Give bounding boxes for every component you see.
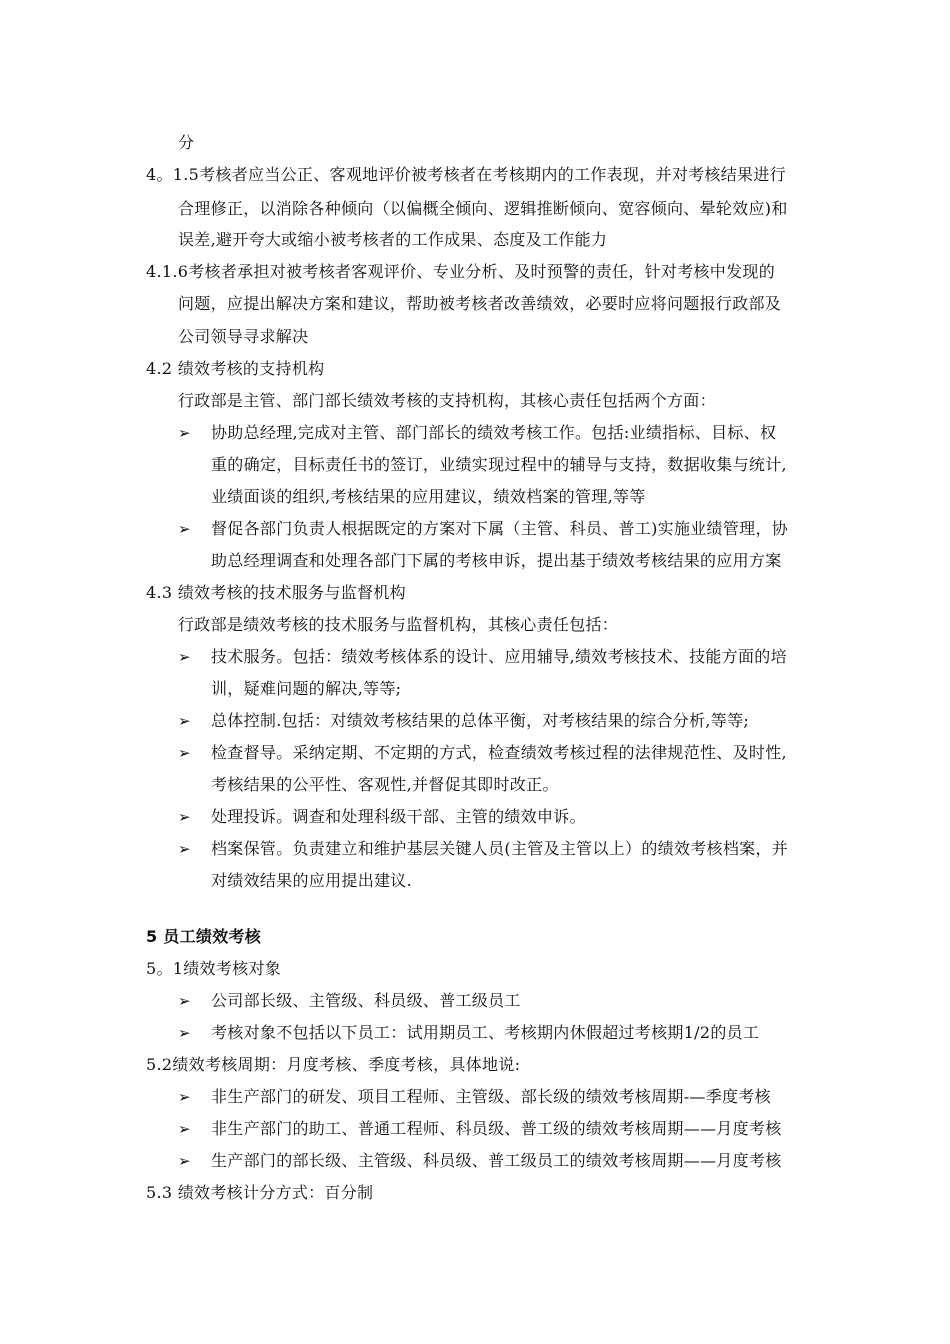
bullet-line: 公司部长级、主管级、科员级、普工级员工 xyxy=(211,991,521,1010)
bullet-line: 考核对象不包括以下员工：试用期员工、考核期内休假超过考核期1/2的员工 xyxy=(211,1023,760,1042)
bullet-line: 训，疑难问题的解决,等等; xyxy=(211,679,402,698)
chapter-heading: 5 员工绩效考核 xyxy=(146,927,262,946)
paragraph-line: 行政部是绩效考核的技术服务与监督机构，其核心责任包括： xyxy=(178,615,619,634)
paragraph-line: 问题，应提出解决方案和建议，帮助被考核者改善绩效，必要时应将问题报行政部及 xyxy=(178,294,782,313)
bullet-arrow-icon: ➢ xyxy=(178,1088,191,1106)
bullet-line: 总体控制.包括：对绩效考核结果的总体平衡，对考核结果的综合分析,等等; xyxy=(211,711,750,730)
bullet-line: 业绩面谈的组织,考核结果的应用建议，绩效档案的管理,等等 xyxy=(211,487,646,506)
paragraph-line: 合理修正，以消除各种倾向（以偏概全倾向、逻辑推断倾向、宽容倾向、晕轮效应)和 xyxy=(178,199,788,218)
bullet-arrow-icon: ➢ xyxy=(178,712,191,730)
bullet-arrow-icon: ➢ xyxy=(178,1120,191,1138)
paragraph-line: 误差,避开夸大或缩小被考核者的工作成果、态度及工作能力 xyxy=(178,230,608,249)
bullet-arrow-icon: ➢ xyxy=(178,424,191,442)
section-heading: 5。1绩效考核对象 xyxy=(146,959,282,978)
continuation-line: 分 xyxy=(178,133,195,152)
bullet-line: 协助总经理,完成对主管、部门部长的绩效考核工作。包括:业绩指标、目标、权 xyxy=(211,423,777,442)
bullet-arrow-icon: ➢ xyxy=(178,992,191,1010)
bullet-line: 技术服务。包括：绩效考核体系的设计、应用辅导,绩效考核技术、技能方面的培 xyxy=(211,647,787,666)
bullet-arrow-icon: ➢ xyxy=(178,808,191,826)
bullet-arrow-icon: ➢ xyxy=(178,840,191,858)
bullet-line: 助总经理调查和处理各部门下属的考核申诉，提出基于绩效考核结果的应用方案 xyxy=(211,551,782,570)
bullet-line: 检查督导。采纳定期、不定期的方式，检查绩效考核过程的法律规范性、及时性, xyxy=(211,743,787,762)
bullet-line: 非生产部门的助工、普通工程师、科员级、普工级的绩效考核周期——月度考核 xyxy=(211,1119,782,1138)
paragraph-line: 行政部是主管、部门部长绩效考核的支持机构，其核心责任包括两个方面： xyxy=(178,391,716,410)
section-heading: 4.2 绩效考核的支持机构 xyxy=(146,359,325,378)
bullet-line: 督促各部门负责人根据既定的方案对下属（主管、科员、普工)实施业绩管理，协 xyxy=(211,519,789,538)
bullet-arrow-icon: ➢ xyxy=(178,1024,191,1042)
paragraph-line: 4.1.6考核者承担对被考核者客观评价、专业分析、及时预警的责任，针对考核中发现的 xyxy=(146,262,776,281)
bullet-arrow-icon: ➢ xyxy=(178,744,191,762)
paragraph-line: 4。1.5考核者应当公正、客观地评价被考核者在考核期内的工作表现，并对考核结果进行 xyxy=(146,165,786,184)
bullet-line: 考核结果的公平性、客观性,并督促其即时改正。 xyxy=(211,775,559,794)
paragraph-line: 公司领导寻求解决 xyxy=(178,327,309,346)
bullet-line: 处理投诉。调查和处理科级干部、主管的绩效申诉。 xyxy=(211,807,586,826)
bullet-arrow-icon: ➢ xyxy=(178,520,191,538)
section-heading: 5.3 绩效考核计分方式：百分制 xyxy=(146,1183,374,1202)
bullet-arrow-icon: ➢ xyxy=(178,1152,191,1170)
bullet-line: 生产部门的部长级、主管级、科员级、普工级员工的绩效考核周期——月度考核 xyxy=(211,1151,782,1170)
bullet-arrow-icon: ➢ xyxy=(178,648,191,666)
bullet-line: 对绩效结果的应用提出建议. xyxy=(211,871,412,890)
bullet-line: 档案保管。负责建立和维护基层关键人员(主管及主管以上）的绩效考核档案，并 xyxy=(211,839,789,858)
section-heading: 5.2绩效考核周期：月度考核、季度考核，具体地说: xyxy=(146,1055,521,1074)
bullet-line: 非生产部门的研发、项目工程师、主管级、部长级的绩效考核周期-—季度考核 xyxy=(211,1087,771,1106)
bullet-line: 重的确定，目标责任书的签订，业绩实现过程中的辅导与支持，数据收集与统计, xyxy=(211,455,787,474)
section-heading: 4.3 绩效考核的技术服务与监督机构 xyxy=(146,583,406,602)
